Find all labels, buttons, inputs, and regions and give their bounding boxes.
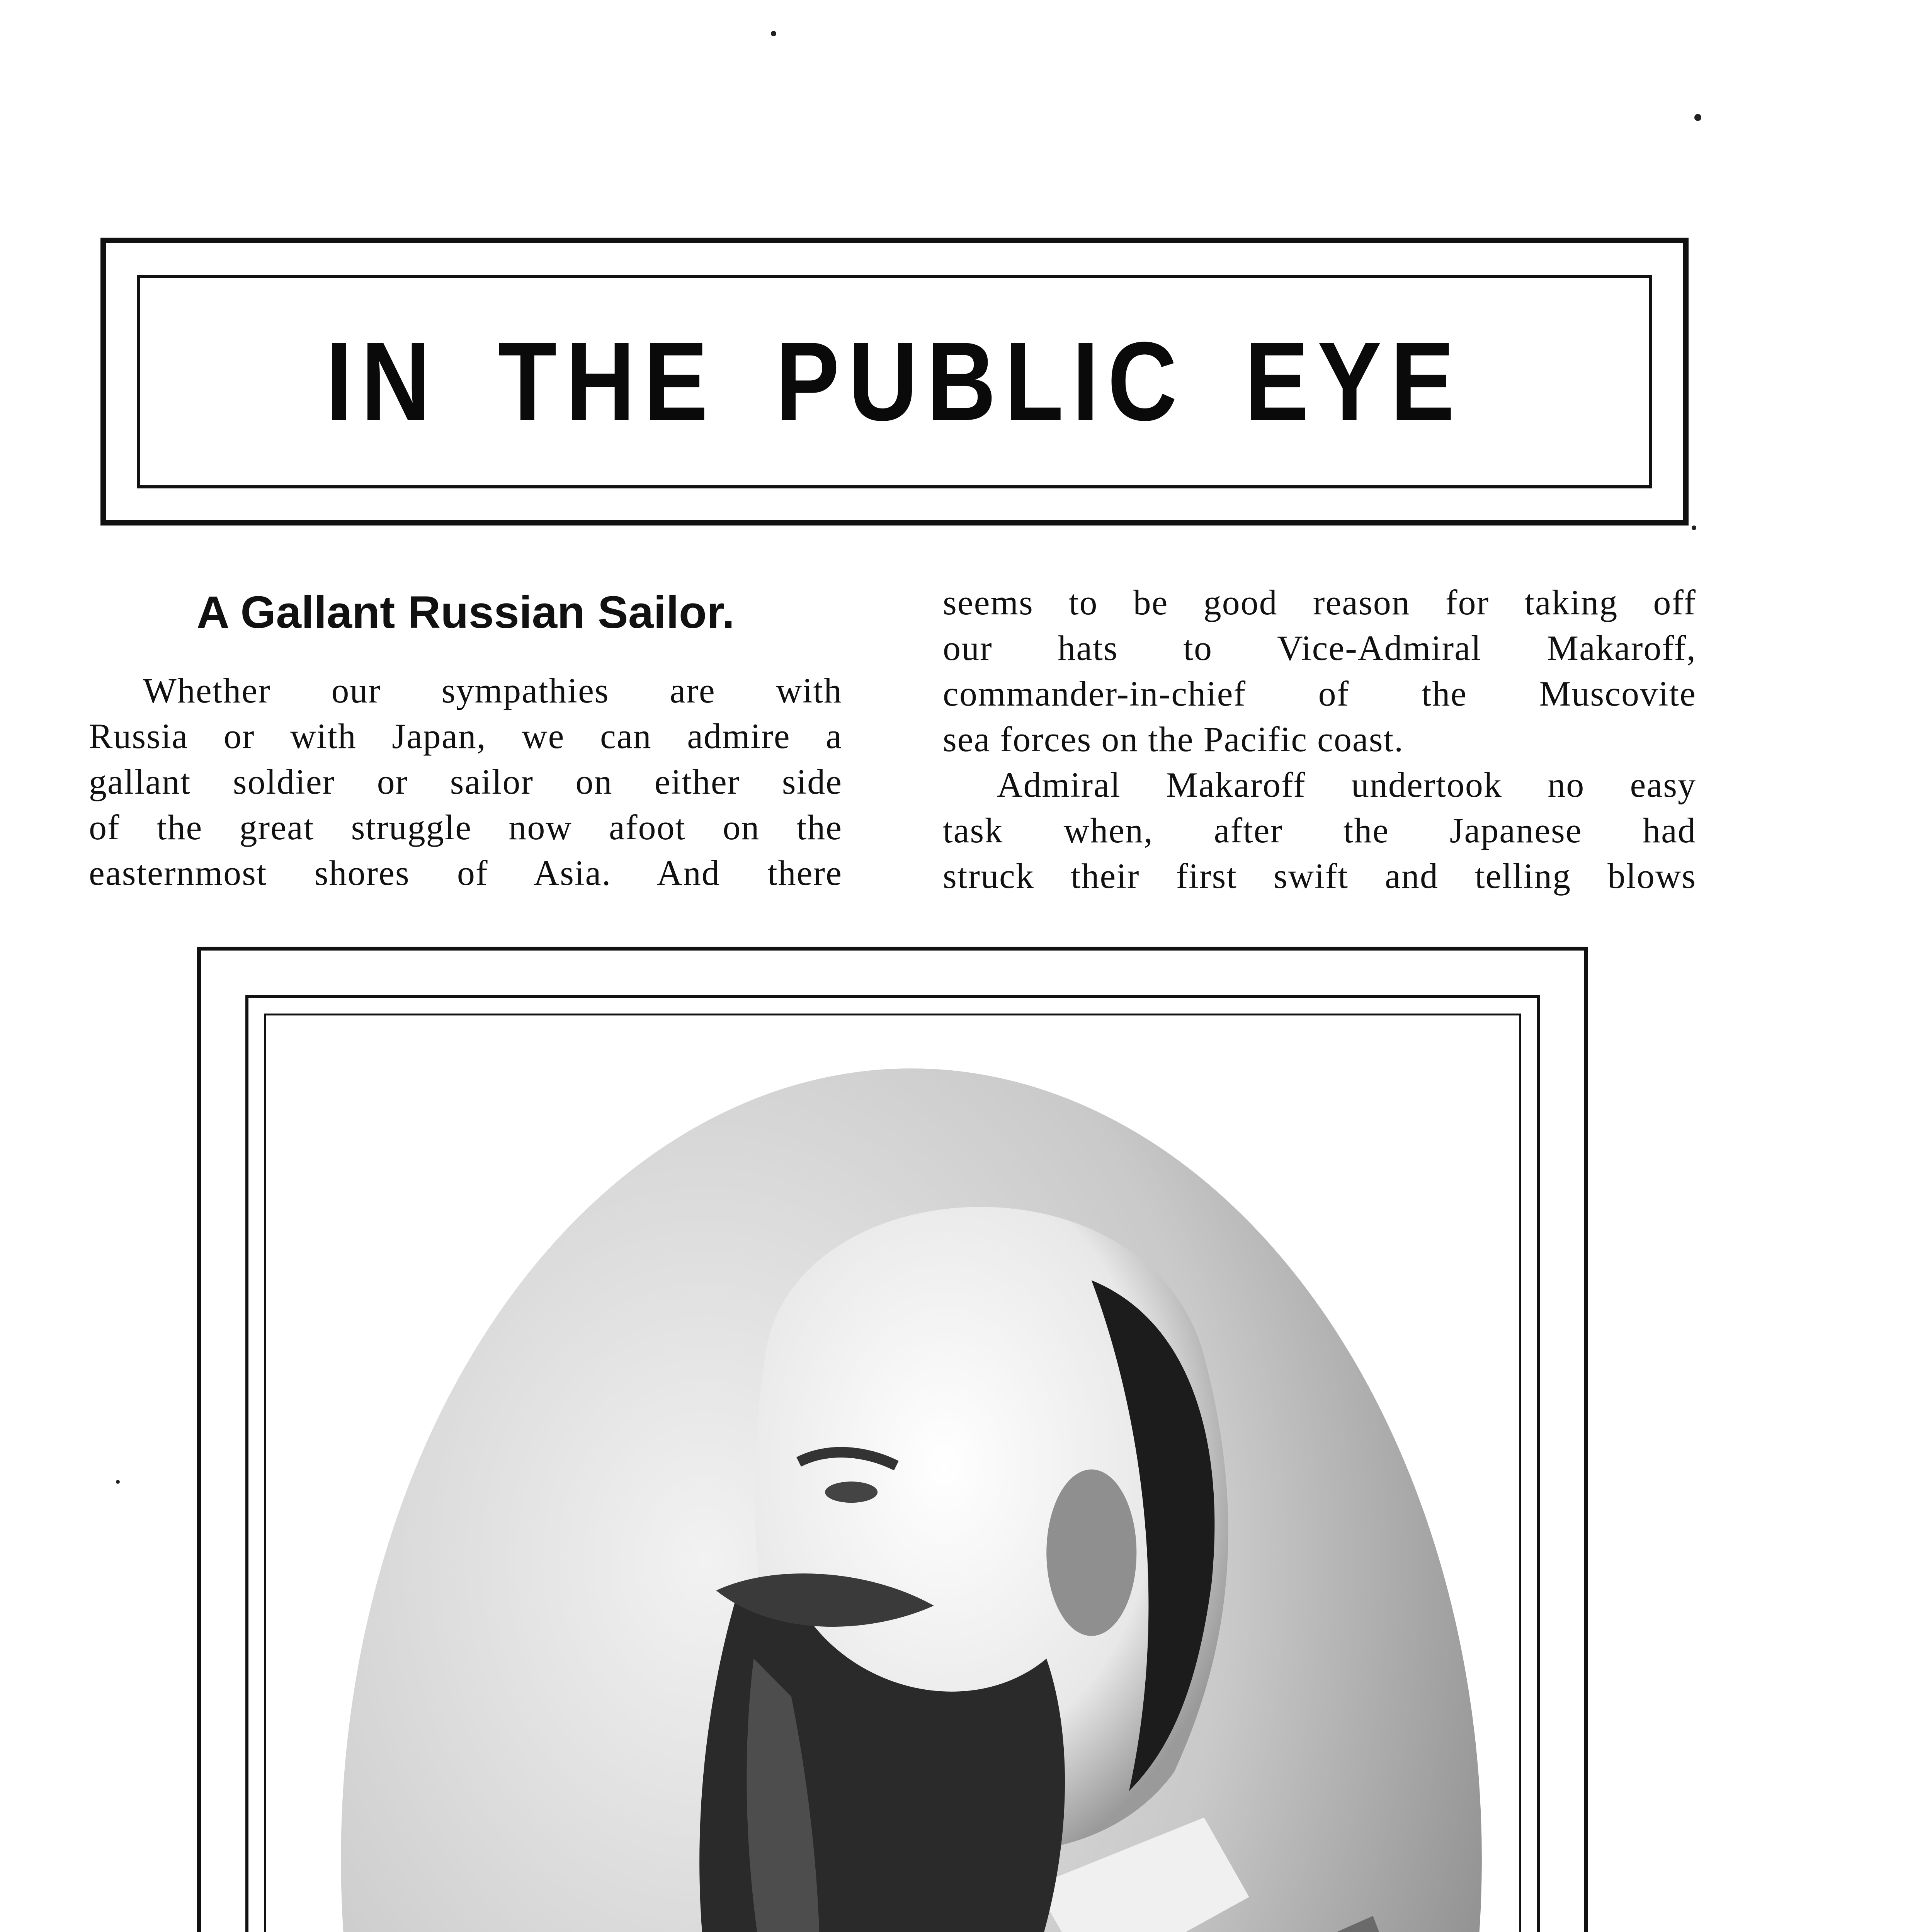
article-text-line: commander-in-chief of the Muscovite bbox=[943, 674, 1696, 713]
portrait-frame-border bbox=[264, 1014, 1521, 1932]
print-speck bbox=[1692, 526, 1696, 530]
article-text-line: easternmost shores of Asia. And there bbox=[89, 853, 842, 893]
section-header-box bbox=[100, 238, 1689, 526]
portrait-photograph bbox=[266, 1015, 1519, 1932]
portrait-frame-inner bbox=[245, 995, 1540, 1932]
print-speck bbox=[1694, 114, 1701, 121]
print-speck bbox=[771, 31, 776, 36]
article-text-line: of the great struggle now afoot on the bbox=[89, 808, 842, 847]
section-header-inner-box bbox=[137, 275, 1652, 488]
print-speck bbox=[116, 1480, 120, 1484]
article-text-line: our hats to Vice-Admiral Makaroff, bbox=[943, 628, 1696, 668]
section-title: IN THE PUBLIC EYE bbox=[325, 319, 1464, 444]
article-text-line: struck their first swift and telling blows bbox=[943, 856, 1696, 896]
article-text-line: sea forces on the Pacific coast. bbox=[943, 719, 1404, 759]
article-left-column bbox=[89, 580, 842, 896]
article-text-line: Admiral Makaroff undertook no easy bbox=[997, 765, 1696, 804]
article-text-line: seems to be good reason for taking off bbox=[943, 583, 1696, 622]
article-right-column bbox=[943, 580, 1696, 899]
portrait-frame bbox=[197, 947, 1588, 1932]
article-text-line: Russia or with Japan, we can admire a bbox=[89, 716, 842, 756]
article-text-line: Whether our sympathies are with bbox=[143, 671, 842, 710]
article-text-line: task when, after the Japanese had bbox=[943, 811, 1696, 850]
article-text-line: gallant soldier or sailor on either side bbox=[89, 762, 842, 801]
article-heading: A Gallant Russian Sailor. bbox=[196, 587, 735, 638]
